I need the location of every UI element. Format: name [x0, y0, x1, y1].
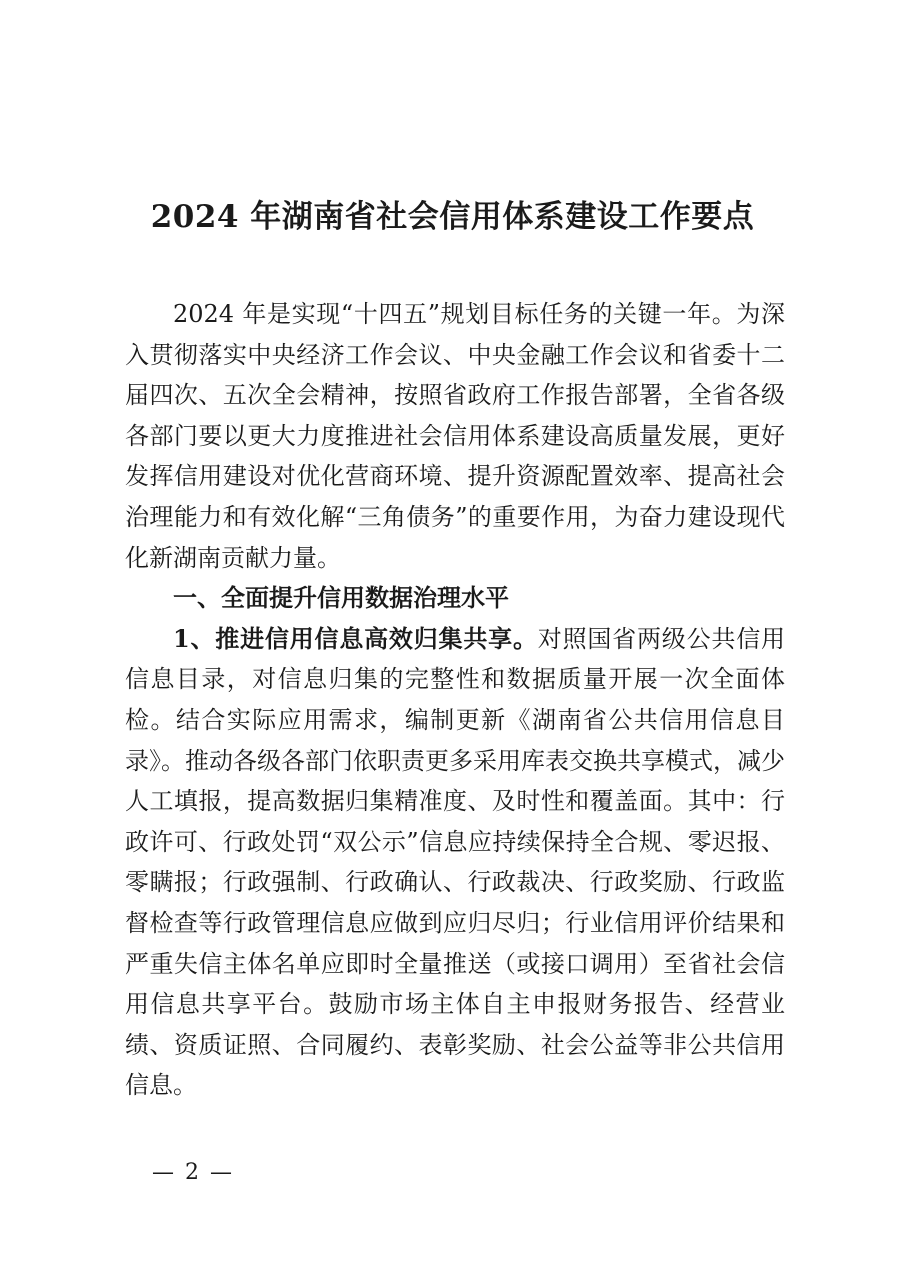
document-body [125, 294, 785, 1106]
item-lead-1: 1、推进信用信息高效归集共享。 [173, 623, 538, 653]
item-paragraph-1 [125, 619, 785, 1106]
intro-paragraph: 2024 年是实现“十四五”规划目标任务的关键一年。为深入贯彻落实中央经济工作会议、中央金融工作会议和省委十二届四次、五次全会精神，按照省政府工作报告部署，全省各级各部门要以更大力度推进社会信用体系建设高质量发展，更好发挥信用建设对优化营商环境、提升资源配置效率、提高社会治理能力和有效化解“三角债务”的重要作用，为奋力建设现代化新湖南贡献力量。 [125, 300, 785, 572]
page-number: — 2 — [152, 1160, 234, 1185]
section-heading-1: 一、全面提升信用数据治理水平 [173, 584, 509, 613]
document-title: 2024 年湖南省社会信用体系建设工作要点 [150, 199, 755, 235]
item-text-1: 对照国省两级公共信用信息目录，对信息归集的完整性和数据质量开展一次全面体检。结合实际应用需求，编制更新《湖南省公共信用信息目录》。推动各级各部门依职责更多采用库表交换共享模式，减少人工填报，提高数据归集精准度、及时性和覆盖面。其中：行政许可、行政处罚“双公示”信息应持续保持全合规、零迟报、零瞒报；行政强制、行政确认、行政裁决、行政奖励、行政监督检查等行政管理信息应做到应归尽归；行业信用评价结果和严重失信主体名单应即时全量推送（或接口调用）至省社会信用信息共享平台。鼓励市场主体自主申报财务报告、经营业绩、资质证照、合同履约、表彰奖励、社会公益等非公共信用信息。 [125, 624, 786, 1100]
